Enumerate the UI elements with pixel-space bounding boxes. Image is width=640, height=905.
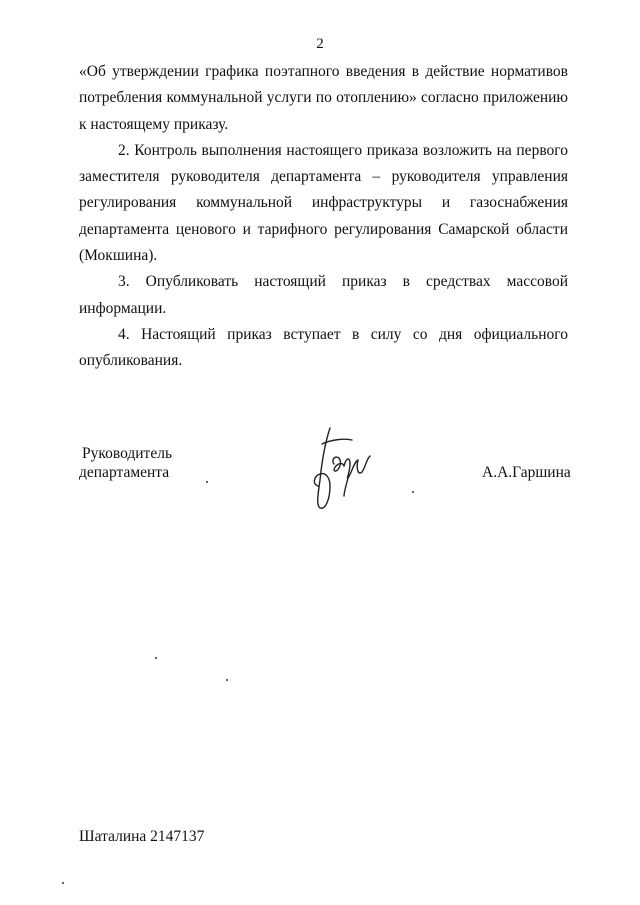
executor-info: Шаталина 2147137 xyxy=(79,828,205,845)
paragraph-3-publish: 3. Опубликовать настоящий приказ в средствах массовой информации. xyxy=(79,273,568,317)
paragraph-2-control: 2. Контроль выполнения настоящего приказа возложить на первого заместителя руководителя департамента – руководителя управления регулирования коммунальной инфраструктуры и газоснабжения департамента ценового и тарифного регулирования Самарской области (Мокшина). xyxy=(79,141,568,265)
scan-speck xyxy=(206,481,208,483)
scan-speck xyxy=(62,882,64,884)
page-number: 2 xyxy=(316,36,324,52)
signatory-position-line1: Руководитель xyxy=(82,445,173,462)
scan-speck xyxy=(226,679,228,681)
signatory-position xyxy=(79,444,172,482)
paragraph-4-effective: 4. Настоящий приказ вступает в силу со дня официального опубликования. xyxy=(79,325,568,370)
paragraph-1: «Об утверждении графика поэтапного введения в действие нормативов потребления коммунальной услуги по отоплению» согласно приложению к настоящему приказу. xyxy=(79,63,568,133)
signatory-position-line2: департамента xyxy=(79,464,170,481)
signatory-name: А.А.Гаршина xyxy=(482,464,571,481)
handwritten-signature-icon xyxy=(300,420,380,520)
scan-speck xyxy=(412,491,414,493)
scan-speck xyxy=(155,657,157,659)
